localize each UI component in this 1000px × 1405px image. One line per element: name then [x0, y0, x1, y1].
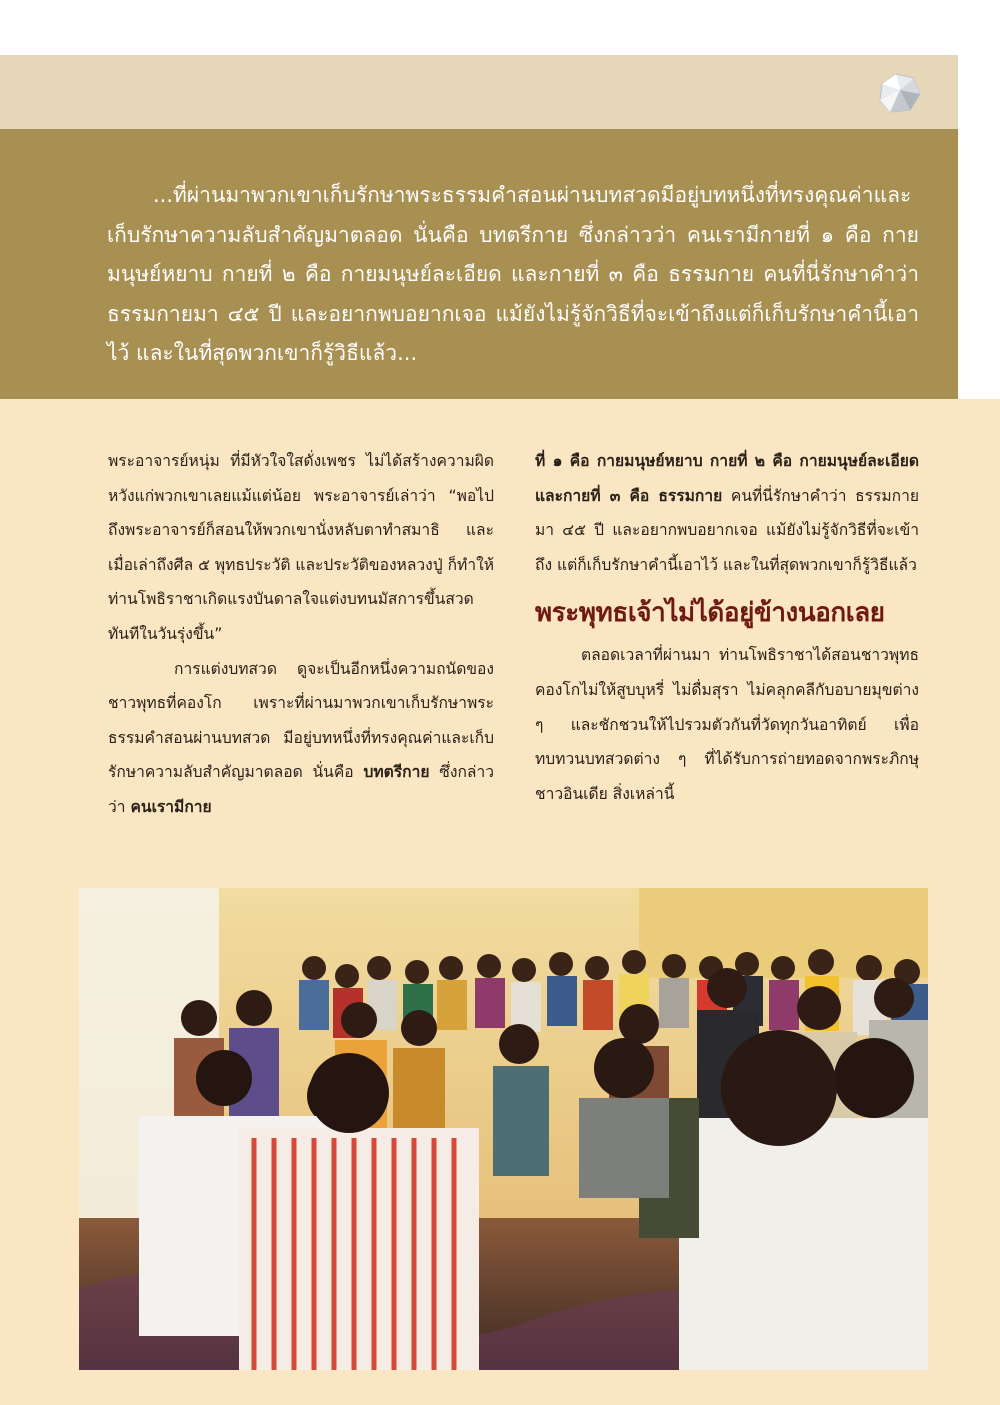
photo-illustration: [79, 888, 928, 1370]
right-paragraph-2: ตลอดเวลาที่ผ่านมา ท่านโพธิราชาได้สอนชาวพุทธคองโกไม่ให้สูบบุหรี่ ไม่ดื่มสุรา ไม่คลุกคลีกับอบายมุขต่าง ๆ และชักชวนให้ไปรวมตัวกันที่วัดทุกวันอาทิตย์ เพื่อทบทวนบทสวดต่าง ๆ ที่ได้รับการถ่ายทอดจากพระภิกษุชาวอินเดีย สิ่งเหล่านี้: [535, 646, 919, 803]
left-paragraph-2-text: การแต่งบทสวด ดูจะเป็นอีกหนึ่งความถนัดของชาวพุทธที่คองโก เพราะที่ผ่านมาพวกเขาเก็บรักษาพระธรรมคำสอนผ่านบทสวด มีอยู่บทหนึ่งที่ทรงคุณค่าและเก็บรักษาความลับสำคัญมาตลอด นั่นคือ: [108, 659, 494, 782]
section-heading: พระพุทธเจ้าไม่ได้อยู่ข้างนอกเลย: [535, 598, 885, 629]
right-column: [535, 444, 919, 811]
left-paragraph-2-mid: ซึ่งกล่าวว่า: [108, 763, 494, 816]
meditation-group-photo: [79, 888, 928, 1370]
bold-three-bodies: ที่ ๑ คือ กายมนุษย์หยาบ กายที่ ๒ คือ กายมนุษย์ละเอียด และกายที่ ๓ คือ ธรรมกาย: [535, 452, 919, 505]
left-column: [108, 444, 494, 825]
right-paragraph-1-text: คนที่นี่รักษาคำว่า ธรรมกายมา ๔๕ ปี และอยากพบอยากเจอ แม้ยังไม่รู้จักวิธีที่จะเข้าถึง แต่ก็เก็บรักษาคำนี้เอาไว้ และในที่สุดพวกเขาก็รู้วิธีแล้ว: [535, 486, 919, 574]
bold-term-body: คนเรามีกาย: [130, 797, 212, 816]
diamond-icon: [876, 70, 924, 116]
left-paragraph-2: [108, 652, 494, 825]
pull-quote-text: ...ที่ผ่านมาพวกเขาเก็บรักษาพระธรรมคำสอนผ่านบทสวดมีอยู่บทหนึ่งที่ทรงคุณค่าและเก็บรักษาความลับสำคัญมาตลอด นั่นคือ บทตรีกาย ซึ่งกล่าวว่า คนเรามีกายที่ ๑ คือ กายมนุษย์หยาบ กายที่ ๒ คือ กายมนุษย์ละเอียด และกายที่ ๓ คือ ธรรมกาย คนที่นี่รักษาคำว่าธรรมกายมา ๔๕ ปี และอยากพบอยากเจอ แม้ยังไม่รู้จักวิธีที่จะเข้าถึงแต่ก็เก็บรักษาคำนี้เอาไว้ และในที่สุดพวกเขาก็รู้วิธีแล้ว...: [107, 183, 919, 365]
bold-term-trikaya: บทตรีกาย: [363, 763, 430, 782]
header-band: [0, 55, 958, 129]
right-paragraph-1: [535, 444, 919, 582]
left-paragraph-1: พระอาจารย์หนุ่ม ที่มีหัวใจใสดั่งเพชร ไม่ได้สร้างความผิดหวังแก่พวกเขาเลยแม้แต่น้อย พระอาจารย์เล่าว่า “พอไปถึงพระอาจารย์ก็สอนให้พวกเขานั่งหลับตาทำสมาธิ และเมื่อเล่าถึงศีล ๕ พุทธประวัติ และประวัติของหลวงปู่ ก็ทำให้ท่านโพธิราชาเกิดแรงบันดาลใจแต่งบทนมัสการขึ้นสวดทันทีในวันรุ่งขึ้น”: [108, 452, 494, 643]
